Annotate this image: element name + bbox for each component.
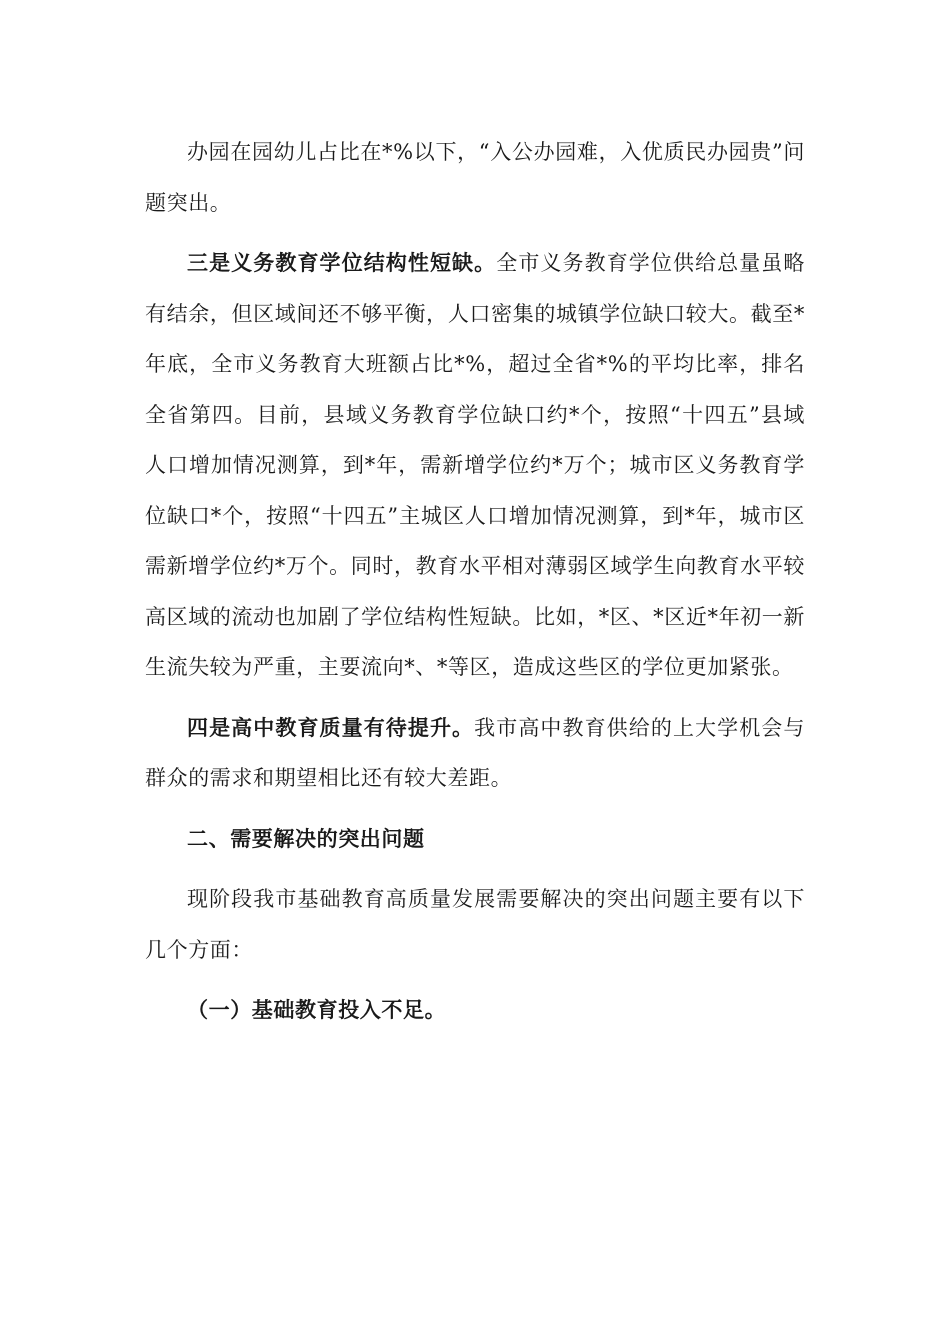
paragraph-text: 办园在园幼儿占比在*%以下，“入公办园难，入优质民办园贵”问题突出。 — [145, 140, 805, 215]
subsection-heading: （一）基础教育投入不足。 — [187, 997, 447, 1022]
document-page — [145, 127, 805, 1046]
paragraph-high-school-quality — [145, 703, 805, 804]
paragraph-text: 我市高中教育供给的上大学机会与群众的需求和期望相比还有较大差距。 — [145, 715, 805, 790]
paragraph-compulsory-education — [145, 238, 805, 693]
paragraph-lead: 三是义务教育学位结构性短缺。 — [187, 250, 497, 275]
paragraph-lead: 四是高中教育质量有待提升。 — [187, 714, 475, 740]
paragraph-kindergarten-share — [145, 127, 805, 228]
paragraph-text: 现阶段我市基础教育高质量发展需要解决的突出问题主要有以下几个方面： — [145, 887, 805, 962]
paragraph-overview — [145, 874, 805, 975]
section-heading: 二、需要解决的突出问题 — [187, 825, 425, 851]
paragraph-text: 全市义务教育学位供给总量虽略有结余，但区域间还不够平衡，人口密集的城镇学位缺口较大。截至*年底，全市义务教育大班额占比*%，超过全省*%的平均比率，排名全省第四。目前，县域义务教育学位缺口约*个，按照“十四五”县域人口增加情况测算，到*年，需新增学位约*万个；城市区义务教育学位缺口*个，按照“十四五”主城区人口增加情况测算，到*年，城市区需新增学位约*万个。同时，教育水平相对薄弱区域学生向教育水平较高区域的流动也加剧了学位结构性短缺。比如，*区、*区近*年初一新生流失较为严重，主要流向*、*等区，造成这些区的学位更加紧张。 — [145, 251, 805, 679]
